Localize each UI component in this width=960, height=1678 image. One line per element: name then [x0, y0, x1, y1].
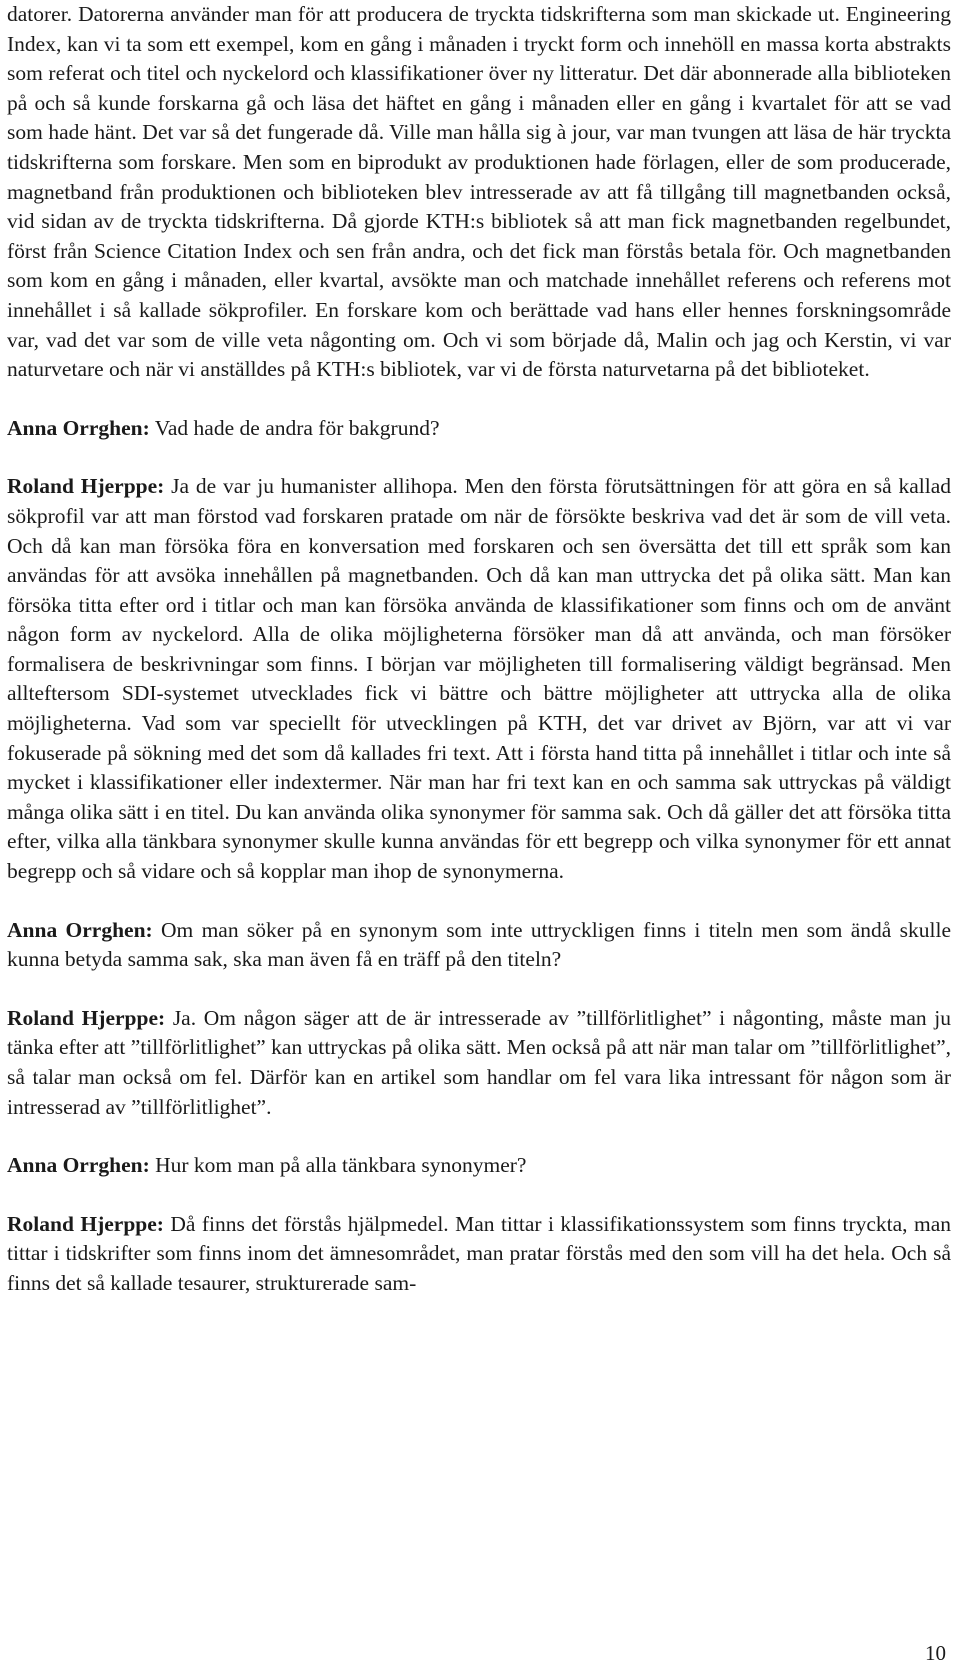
speaker-name: Roland Hjerppe: — [7, 1211, 164, 1236]
intro-paragraph: datorer. Datorerna använder man för att producera de tryckta tidskrifterna som man skickade ut. Engineering Index, kan vi ta som ett exempel, kom en gång i månaden i tryckt form och innehöll en massa korta abstrakts som referat och titel och nyckelord och klassifikationer över ny litteratur. Det där abonnerade alla biblioteken på och så kunde forskarna gå och läsa det häftet en gång i månaden eller en gång i kvartalet för att se vad som hade hänt. Det var så det fungerade då. Ville man hålla sig à jour, var man tvungen att läsa de här tryckta tidskrifterna som forskare. Men som en biprodukt av produktionen hade förlagen, eller de som producerade, magnetband från produktionen och biblioteken blev intresserade av att få tillgång till magnetbanden också, vid sidan av de tryckta tidskrifterna. Då gjorde KTH:s bibliotek så att man fick magnetbanden regelbundet, först från Science Citation Index och sen från andra, och det fick man förstås betala för. Och magnetbanden som kom en gång i månaden, eller kvartal, avsökte man och matchade innehållet referens och referens mot innehållet i så kallade sökprofiler. En forskare kom och berättade vad hans eller hennes forskningsområde var, vad det var som de ville veta någonting om. Och vi som började då, Malin och jag och Kerstin, vi var naturvetare och när vi anställdes på KTH:s bibliotek, var vi de första naturvetarna på det biblioteket. — [7, 2, 951, 382]
speaker-name: Roland Hjerppe: — [7, 474, 165, 499]
speaker-name: Anna Orrghen: — [7, 917, 153, 942]
speaker-text: Om man söker på en synonym som inte uttryckligen finns i titeln men som ändå skulle kunna betyda samma sak, ska man även få en träff på den titeln? — [7, 917, 951, 972]
speaker-name: Anna Orrghen: — [7, 1153, 150, 1178]
speaker-name: Roland Hjerppe: — [7, 1005, 166, 1030]
exchange-paragraph — [7, 1004, 951, 1122]
speaker-text: Ja. Om någon säger att de är intresserade av ”tillförlitlighet” i någonting, måste man ju tänka efter att ”tillförlitlighet” kan uttryckas på olika sätt. Men också på att när man talar om ”tillförlitlighet”, så talar man också om fel. Därför kan en artikel som handlar om fel vara lika intressant för någon som är intresserad av ”tillförlitlighet”. — [7, 1005, 952, 1119]
exchange-paragraph — [7, 472, 951, 886]
speaker-text: Ja de var ju humanister allihopa. Men den första förutsättningen för att göra en så kallad sökprofil var att man förstod vad forskaren pratade om när de försökte beskriva vad det är som de vill veta. Och då kan man försöka föra en konversation med forskaren och sen översätta det till ett språk som kan användas för att avsöka innehållen på magnetbanden. Och då kan man uttrycka det på olika sätt. Man kan försöka titta efter ord i titlar och man kan försöka använda de klassifikationer som finns och om de använt någon form av nyckelord. Alla de olika möjligheterna försöker man då att använda, och man försöker formalisera de beskrivningar som finns. I början var möjligheten till formalisering väldigt begränsad. Men allteftersom SDI-systemet utvecklades fick vi bättre och bättre möjligheter att uttrycka alla de olika möjligheterna. Vad som var speciellt för utvecklingen på KTH, det var drivet av Björn, var att vi var fokuserade på sökning med det som då kallades fri text. Att i första hand titta på innehållet i titlar och inte så mycket i klassifikationer eller indextermer. När man har fri text kan en och samma sak uttryckas på väldigt många olika sätt i en titel. Du kan använda olika synonymer för samma sak. Och då gäller det att försöka titta efter, vilka alla tänkbara synonymer skulle kunna användas för ett begrepp och vilka synonymer för ett annat begrepp och så vidare och så kopplar man ihop de synonymerna. — [7, 474, 952, 884]
speaker-name: Anna Orrghen: — [7, 415, 150, 440]
page-number: 10 — [925, 1641, 946, 1665]
exchange-paragraph — [7, 1151, 951, 1181]
speaker-text: Vad hade de andra för bakgrund? — [154, 415, 440, 440]
speaker-text: Då finns det förstås hjälpmedel. Man tittar i klassifikationssystem som finns tryckta, man tittar i tidskrifter som finns inom det ämnesområdet, man pratar förstås med den som vill ha det hela. Och så finns det så kallade tesaurer, strukturerade sam- — [7, 1211, 952, 1295]
exchange-paragraph — [7, 414, 951, 444]
exchange-paragraph — [7, 1210, 951, 1299]
exchange-paragraph — [7, 916, 951, 975]
speaker-text: Hur kom man på alla tänkbara synonymer? — [155, 1153, 527, 1178]
document-page — [7, 0, 951, 1299]
